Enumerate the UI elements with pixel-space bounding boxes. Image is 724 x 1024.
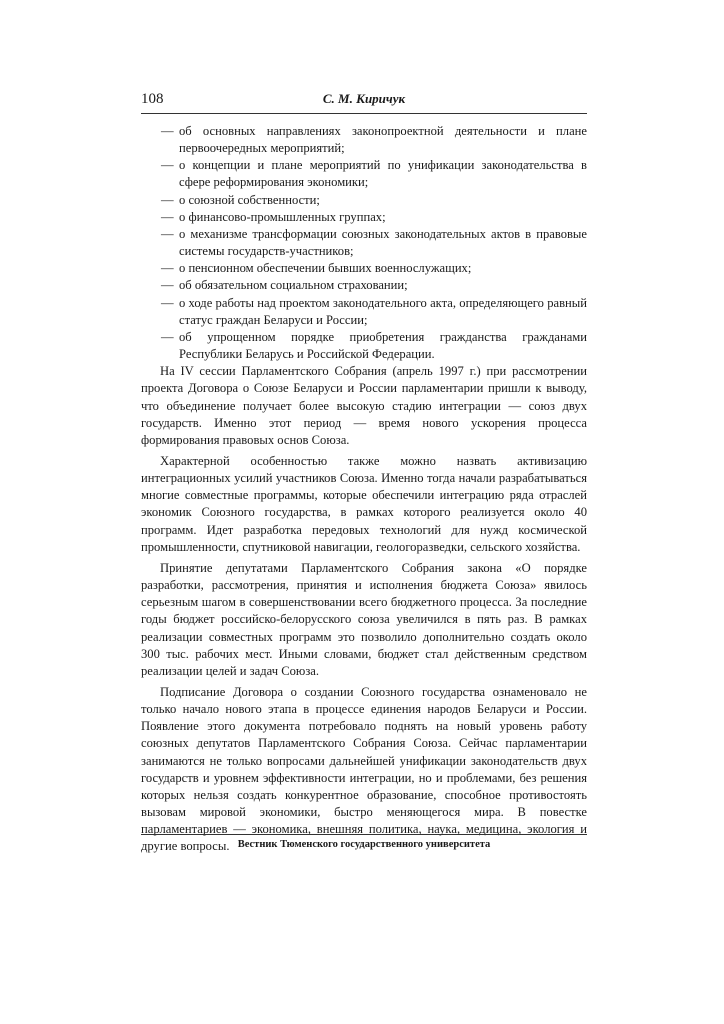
list-item	[141, 226, 587, 260]
list-item-text: об основных направлениях законопроектной деятельности и плане первоочередных мероприятий;	[179, 124, 587, 156]
page-number: 108	[141, 91, 164, 107]
list-item	[141, 295, 587, 329]
list-item-text: о финансово-промышленных группах;	[179, 209, 386, 224]
list-item-text: о пенсионном обеспечении бывших военнослужащих;	[179, 261, 472, 276]
page-header	[141, 90, 587, 112]
agenda-list	[141, 123, 587, 363]
running-head-author: С. М. Киричук	[322, 91, 406, 106]
list-dash: —	[161, 124, 174, 138]
list-item	[141, 209, 587, 226]
journal-footer: Вестник Тюменского государственного университета	[237, 839, 491, 850]
list-dash: —	[161, 329, 174, 344]
paragraph-treaty: Подписание Договора о создании Союзного государства ознаменовало не только начало нового этапа в процессе единения народов Беларуси и России. Появление этого документа потребовало поднять на новый уровень работу союзных депутатов Парламентского Собрания Союза. Сейчас парламентарии занимаются не только вопросами дальнейшей унификации законодательств двух государств и уровнем эффективности интеграции, но и проблемами, без решения которых нельзя создать конкурентное образование, способное противостоять вызовам мировой экономики, быстро меняющегося мира. В повестке парламентариев — экономика, внешняя политика, наука, медицина, экология и другие вопросы.	[141, 685, 587, 854]
list-item-text: о ходе работы над проектом законодательного акта, определяющего равный статус граждан Беларуси и России;	[179, 295, 587, 327]
footer-rule	[141, 834, 587, 835]
list-item-text: о союзной собственности;	[179, 192, 320, 207]
list-item	[141, 329, 587, 363]
paragraph-budget: Принятие депутатами Парламентского Собрания закона «О порядке разработки, рассмотрения, принятия и исполнения бюджета Союза» явилось серьезным шагом в совершенствовании всего бюджетного процесса. За последние годы бюджет российско-белорусского союза увеличился в пять раз. В рамках реализации совместных программ это позволило дополнительно создать около 300 тыс. рабочих мест. Иными словами, бюджет стал действенным средством реализации целей и задач Союза.	[141, 560, 587, 678]
list-item-text: об обязательном социальном страховании;	[179, 278, 408, 293]
main-text	[141, 123, 587, 856]
list-dash: —	[161, 278, 174, 293]
list-dash: —	[161, 192, 174, 207]
list-dash: —	[161, 261, 174, 276]
list-item-text: об упрощенном порядке приобретения гражданства гражданами Республики Беларусь и Российской Федерации.	[179, 329, 587, 362]
header-rule	[141, 113, 587, 114]
list-item	[141, 157, 587, 191]
list-item	[141, 192, 587, 209]
list-dash: —	[161, 209, 174, 224]
list-dash: —	[161, 226, 174, 241]
paragraph-integration: Характерной особенностью также можно назвать активизацию интеграционных усилий участников Союза. Именно тогда начали разрабатываться многие совместные программы, которые обеспечили интеграцию ряда отраслей экономик Союзного государства, в рамках которого реализуется около 40 программ. Идет разработка передовых технологий для нужд космической промышленности, спутниковой навигации, геологоразведки, сельского хозяйства.	[141, 453, 587, 554]
list-item	[141, 277, 587, 294]
list-item-text: о концепции и плане мероприятий по унификации законодательства в сфере реформирования экономики;	[179, 158, 587, 190]
list-item	[141, 260, 587, 277]
list-item-text: о механизме трансформации союзных законодательных актов в правовые системы государств-участников;	[179, 226, 587, 259]
list-dash: —	[161, 295, 174, 310]
list-item	[141, 123, 587, 157]
list-dash: —	[161, 158, 174, 173]
paragraph-session: На IV сессии Парламентского Собрания (апрель 1997 г.) при рассмотрении проекта Договора о Союзе Беларуси и России парламентарии пришли к выводу, что объединение получает более высокую стадию интеграции — союз двух государств. Именно этот период — время нового ускорения процесса формирования правовых основ Союза.	[141, 364, 587, 447]
